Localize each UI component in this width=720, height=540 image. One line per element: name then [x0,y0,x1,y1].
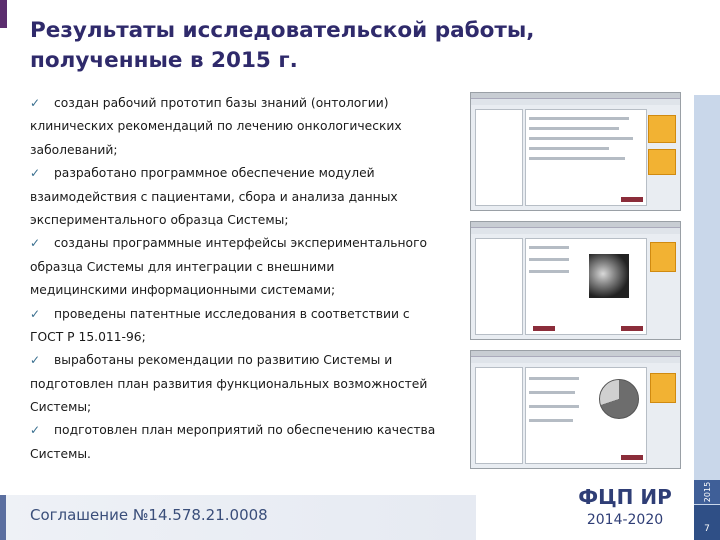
action-button [533,326,555,331]
sticky-note [650,242,676,272]
bullet-line [30,92,450,115]
program-logo [560,484,690,530]
title-line-1: Результаты исследовательской работы, [30,18,535,43]
checkmark-icon: ✓ [30,353,41,368]
form-row [529,377,579,380]
slide-title [30,16,630,76]
results-list [30,92,450,466]
bullet-text: созданы программные интерфейсы экспериментального [54,236,428,251]
bullet-line [30,186,450,209]
checkmark-icon: ✓ [30,236,41,251]
bullet-text: заболеваний; [30,142,118,157]
year-label: 2015 [702,481,712,503]
window-header [471,357,680,363]
form-row [529,137,633,140]
form-row [529,270,569,273]
bullet-text: ГОСТ Р 15.011-96; [30,329,146,344]
form-row [529,127,619,130]
bullet-text: образца Системы для интеграции с внешними [30,259,335,274]
bullet-text: разработано программное обеспечение модулей [54,166,375,181]
bullet-line [30,396,450,419]
pie-chart [599,379,639,419]
bullet-text: Системы. [30,446,91,461]
form-row [529,258,569,261]
side-strip [694,95,720,540]
bullet-line [30,326,450,349]
bullet-text: проведены патентные исследования в соответствии с [54,306,410,321]
screenshot-patient-module [470,221,681,340]
sticky-note [648,149,676,175]
bullet-line [30,162,450,185]
bullet-line [30,139,450,162]
bullet-text: экспериментального образца Системы; [30,212,289,227]
bullet-line [30,443,450,466]
bullet-line [30,209,450,232]
bullet-text: подготовлен план мероприятий по обеспечению качества [54,423,436,438]
screenshot-analytics-module [470,350,681,469]
bullet-text: взаимодействия с пациентами, сбора и анализа данных [30,189,398,204]
screenshot-ontology-editor [470,92,681,211]
bullet-text: подготовлен план развития функциональных возможностей [30,376,428,391]
form-row [529,117,629,120]
footer-accent [0,495,6,540]
title-accent-bar [0,0,7,28]
left-panel [475,367,523,464]
bullet-line [30,256,450,279]
checkmark-icon: ✓ [30,166,41,181]
bullet-text: клинических рекомендаций по лечению онкологических [30,119,402,134]
bullet-text: Системы; [30,400,92,415]
bullet-line [30,303,450,326]
action-button [621,326,643,331]
window-header [471,99,680,105]
bullet-line [30,419,450,442]
bullet-line [30,232,450,255]
bullet-line [30,279,450,302]
checkmark-icon: ✓ [30,96,41,110]
title-line-2: полученные в 2015 г. [30,48,298,73]
bullet-text: создан рабочий прототип базы знаний (онтологии) [54,96,389,110]
form-row [529,246,569,249]
form-row [529,419,573,422]
left-panel [475,109,523,206]
form-row [529,157,625,160]
form-row [529,147,609,150]
bullet-line [30,349,450,372]
logo-years: 2014-2020 [586,512,664,528]
year-tag [694,480,720,504]
bullet-text: медицинскими информационными системами; [30,283,336,298]
logo-title: ФЦП ИР [578,485,672,509]
form-row [529,405,579,408]
screenshot-stack [470,92,681,479]
action-button [621,197,643,202]
bullet-text: выработаны рекомендации по развитию Системы и [54,353,393,368]
bullet-line [30,115,450,138]
sticky-note [650,373,676,403]
xray-image [589,254,629,298]
checkmark-icon: ✓ [30,423,41,438]
bullet-line [30,373,450,396]
form-row [529,391,575,394]
action-button [621,455,643,460]
sticky-note [648,115,676,143]
window-header [471,228,680,234]
agreement-number: Соглашение №14.578.21.0008 [30,506,268,524]
left-panel [475,238,523,335]
page-number: 7 [694,505,720,540]
checkmark-icon: ✓ [30,306,41,321]
